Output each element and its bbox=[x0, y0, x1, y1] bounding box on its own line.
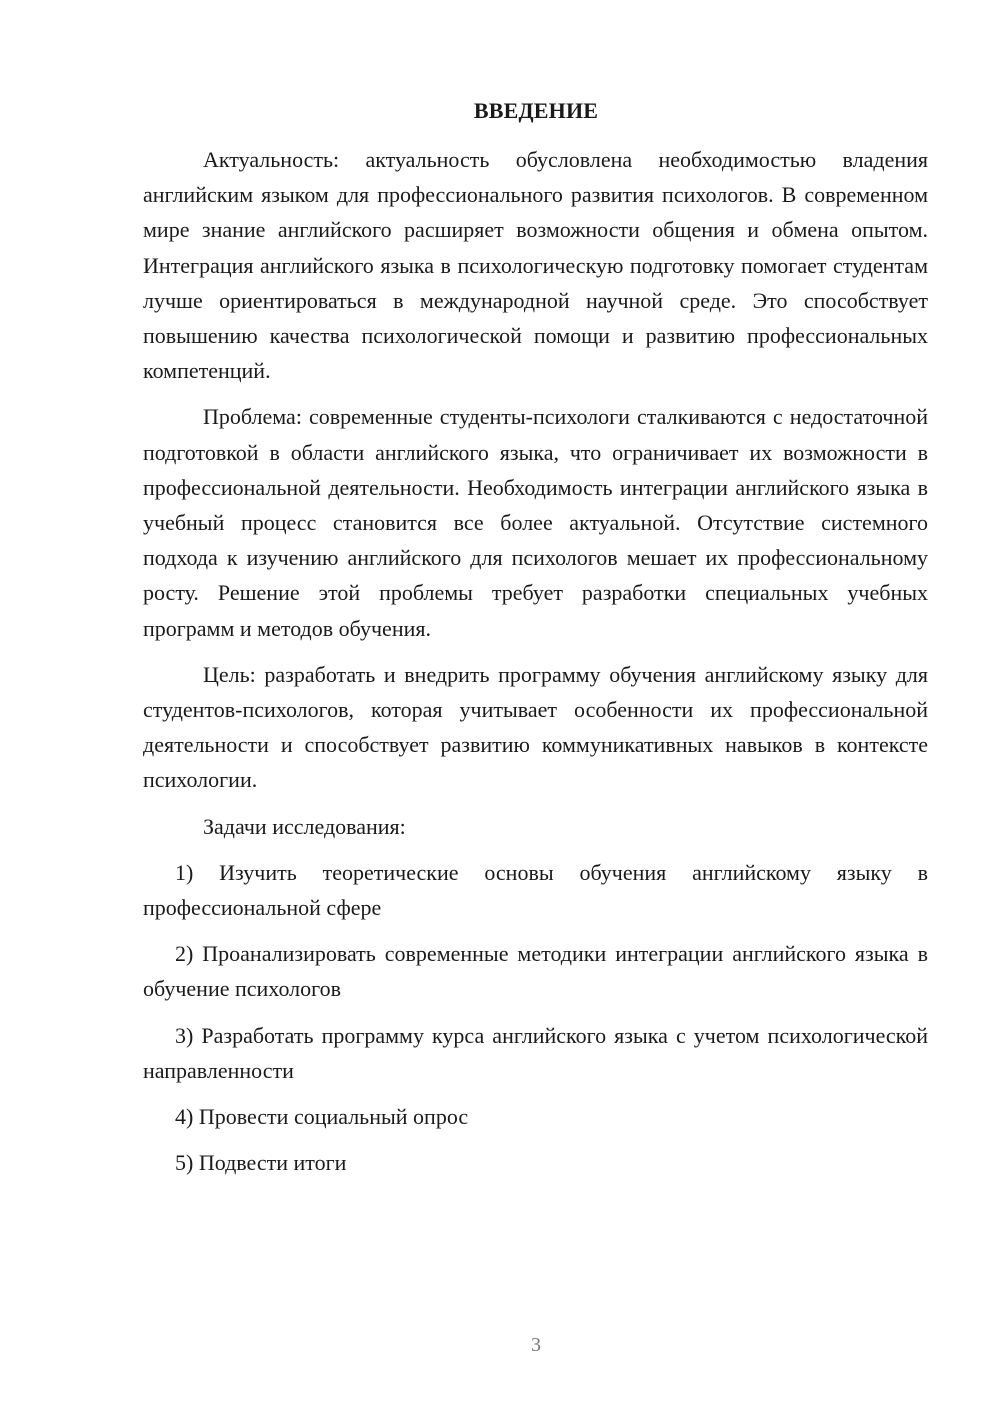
page-title: ВВЕДЕНИЕ bbox=[473, 98, 599, 123]
document-body bbox=[143, 142, 928, 1191]
task-item: 5) Подвести итоги bbox=[175, 1150, 347, 1176]
task-item: 1) Изучить теоретические основы обучения английскому языку в профессиональной сфере bbox=[143, 859, 928, 921]
task-item: 2) Проанализировать современные методики интеграции английского языка в обучение психологов bbox=[143, 941, 928, 1002]
paragraph-relevance: Актуальность: актуальность обусловлена необходимостью владения английским языком для профессионального развития психологов. В современном мире знание английского расширяет возможности общения и обмена опытом. Интеграция английского языка в психологическую подготовку помогает студентам лучше ориентироваться в международной научной среде. Это способствует повышению качества психологической помощи и развитию профессиональных компетенций. bbox=[143, 147, 928, 384]
paragraph-goal: Цель: разработать и внедрить программу обучения английскому языку для студентов-психологов, которая учитывает особенности их профессиональной деятельности и способствует развитию коммуникативных навыков в контексте психологии. bbox=[143, 661, 928, 793]
task-item: 3) Разработать программу курса английского языка с учетом психологической направленности bbox=[143, 1022, 928, 1083]
paragraph-problem: Проблема: современные студенты-психологи сталкиваются с недостаточной подготовкой в области английского языка, что ограничивает их возможности в профессиональной деятельности. Необходимость интеграции английского языка в учебный процесс становится все более актуальной. Отсутствие системного подхода к изучению английского для психологов мешает их профессиональному росту. Решение этой проблемы требует разработки специальных учебных программ и методов обучения. bbox=[143, 404, 928, 641]
task-item: 4) Провести социальный опрос bbox=[175, 1104, 469, 1130]
tasks-heading: Задачи исследования: bbox=[203, 813, 406, 839]
page-number: 3 bbox=[531, 1334, 541, 1356]
